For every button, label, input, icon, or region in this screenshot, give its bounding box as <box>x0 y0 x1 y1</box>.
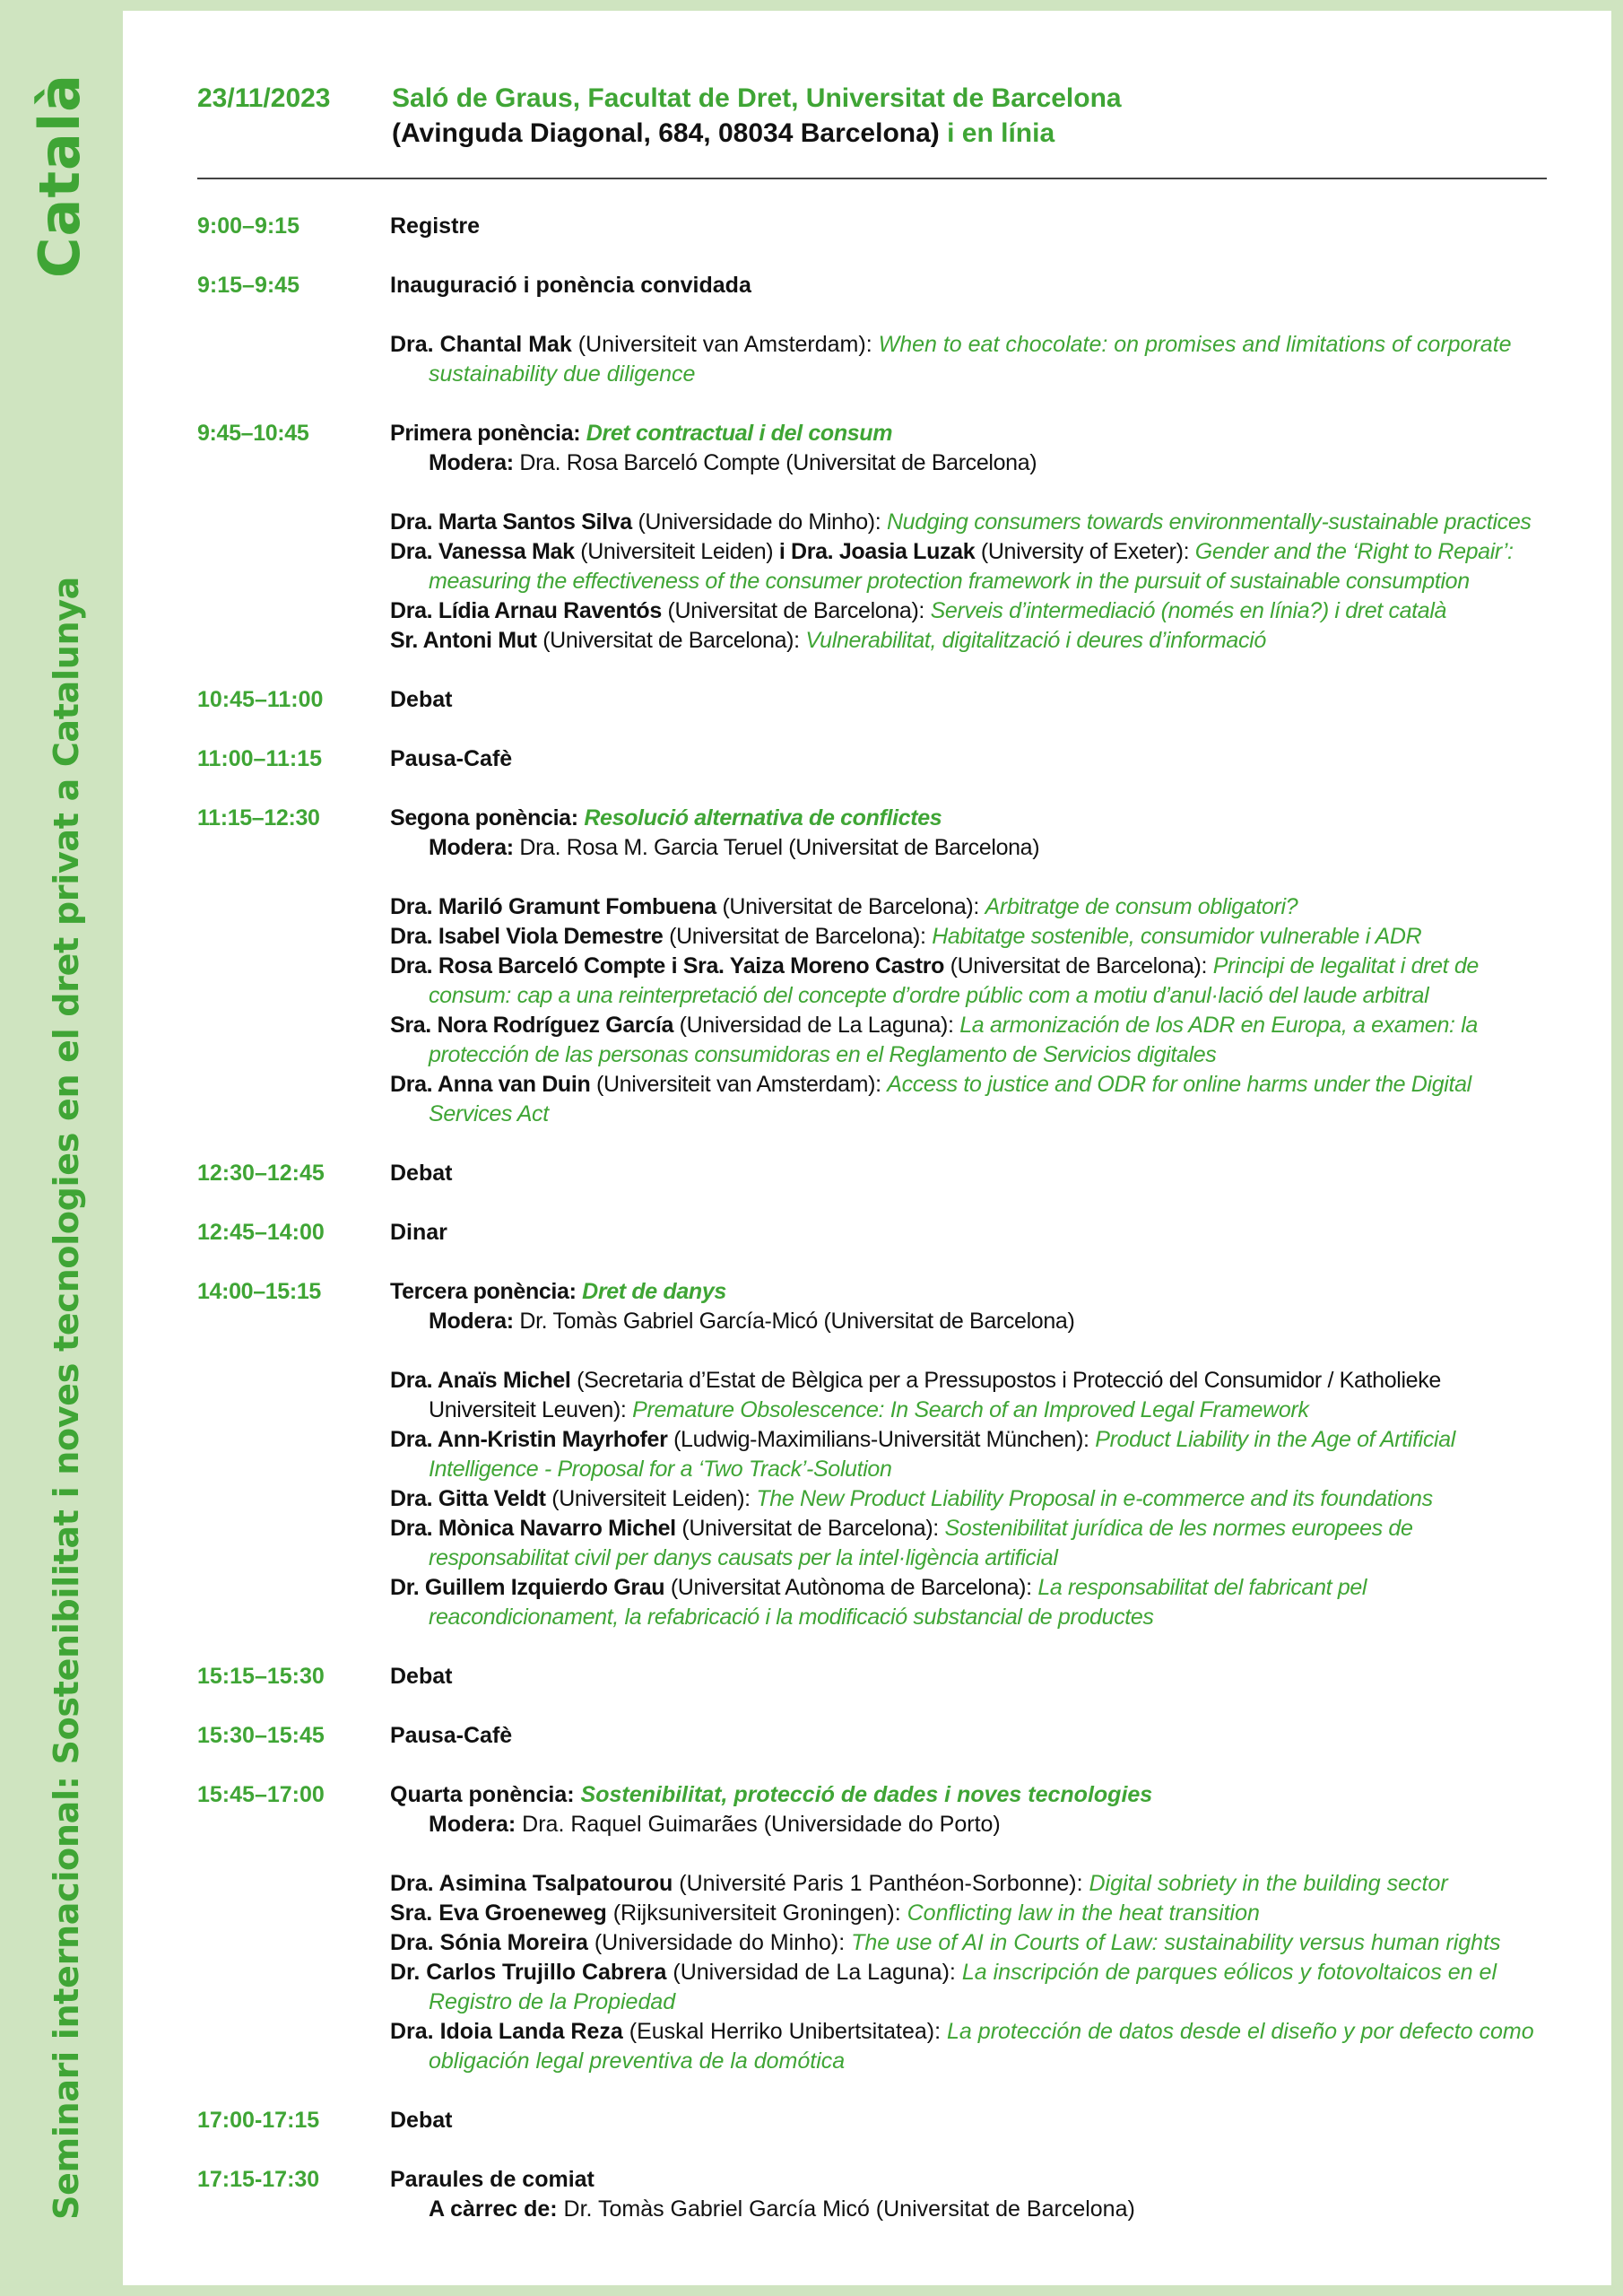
speaker-name: Dra. Idoia Landa Reza <box>390 2019 623 2044</box>
speaker-list <box>390 330 1547 389</box>
schedule-row <box>197 2165 1547 2224</box>
speaker-item <box>390 537 1547 596</box>
session-heading <box>390 271 1547 300</box>
session-time: 15:15–15:30 <box>197 1664 325 1689</box>
schedule-row <box>197 271 1547 389</box>
session-title: Dinar <box>390 1220 447 1245</box>
session-title: Debat <box>390 2108 453 2133</box>
speaker-name: Dr. Carlos Trujillo Cabrera <box>390 1960 667 1985</box>
session-content <box>390 271 1547 389</box>
speaker-name: Dra. Isabel Viola Demestre <box>390 924 664 949</box>
talk-title: Serveis d’intermediació (només en línia?) i dret català <box>930 598 1447 623</box>
speaker-name: Dra. Mariló Gramunt Fombuena <box>390 894 716 919</box>
speaker-affiliation: (Universiteit Leiden): <box>545 1486 757 1511</box>
session-moderator <box>390 1307 1547 1336</box>
session-heading <box>390 804 1547 833</box>
talk-title: Access to justice and ODR for online harms under the Digital Services Act <box>429 1072 1471 1126</box>
schedule-row <box>197 2106 1547 2135</box>
language-title: Català <box>27 74 92 278</box>
speaker-affiliation: (Ludwig-Maximilians-Universität München): <box>667 1427 1096 1452</box>
session-time: 12:45–14:00 <box>197 1220 325 1245</box>
moderator-name: Dr. Tomàs Gabriel García-Micó (Universitat de Barcelona) <box>513 1309 1075 1334</box>
moderator-name: Dra. Raquel Guimarães (Universidade do Porto) <box>516 1812 1001 1837</box>
speaker-name: Dr. Guillem Izquierdo Grau <box>390 1575 665 1600</box>
event-date: 23/11/2023 <box>197 83 331 113</box>
session-content <box>390 212 1547 241</box>
speaker-item <box>390 922 1547 952</box>
speaker-affiliation: (Rijksuniversiteit Groningen): <box>606 1900 907 1926</box>
session-moderator <box>390 1810 1547 1839</box>
program-panel <box>123 11 1611 2285</box>
talk-title: Habitatge sostenible, consumidor vulnerable i ADR <box>932 924 1422 949</box>
session-content <box>390 1159 1547 1188</box>
speaker-name: Dra. Anna van Duin <box>390 1072 591 1097</box>
session-title: Debat <box>390 1161 453 1186</box>
talk-title: Premature Obsolescence: In Search of an Improved Legal Framework <box>632 1397 1309 1422</box>
speaker-name: Dra. Sónia Moreira <box>390 1930 588 1955</box>
event-venue <box>392 81 1549 151</box>
moderator-name: Dr. Tomàs Gabriel García Micó (Universitat de Barcelona) <box>557 2196 1135 2222</box>
schedule-row <box>197 1218 1547 1248</box>
session-content <box>390 804 1547 1129</box>
session-time: 14:00–15:15 <box>197 1279 321 1304</box>
session-content <box>390 1721 1547 1751</box>
session-title: Pausa-Cafè <box>390 746 513 771</box>
speaker-affiliation: (Université Paris 1 Panthéon-Sorbonne): <box>673 1871 1089 1896</box>
speaker-item <box>390 1484 1547 1514</box>
session-heading <box>390 2106 1547 2135</box>
speaker-affiliation: (Universitat de Barcelona): <box>716 894 985 919</box>
speaker-list <box>390 1869 1547 2076</box>
session-time: 10:45–11:00 <box>197 687 324 712</box>
talk-title: Nudging consumers towards environmentally-sustainable practices <box>886 509 1532 535</box>
schedule-row <box>197 744 1547 774</box>
talk-title: Product Liability in the Age of Artificial Intelligence - Proposal for a ‘Two Track’-Solution <box>429 1427 1455 1482</box>
speaker-affiliation: (Universitat de Barcelona): <box>661 598 931 623</box>
session-topic: Dret contractual i del consum <box>586 421 893 446</box>
session-title: Primera ponència: <box>390 421 586 446</box>
speaker-affiliation: (Universidade do Minho): <box>587 1930 852 1955</box>
venue-address: (Avinguda Diagonal, 684, 08034 Barcelona) <box>392 118 940 148</box>
speaker-name: Sra. Nora Rodríguez García <box>390 1013 673 1038</box>
talk-title: The use of AI in Courts of Law: sustainability versus human rights <box>851 1930 1501 1955</box>
talk-title: Vulnerabilitat, digitalització i deures d’informació <box>805 628 1266 653</box>
session-moderator <box>390 2195 1547 2224</box>
speaker-item <box>390 952 1547 1011</box>
speaker-name: Dra. Asimina Tsalpatourou <box>390 1871 673 1896</box>
session-time: 9:00–9:15 <box>197 213 299 239</box>
session-title: Tercera ponència: <box>390 1279 583 1304</box>
speaker-item <box>390 1514 1547 1573</box>
session-time: 15:45–17:00 <box>197 1782 325 1807</box>
session-topic: Resolució alternativa de conflictes <box>584 805 942 831</box>
session-time: 17:15-17:30 <box>197 2167 320 2192</box>
speaker-item <box>390 508 1547 537</box>
sidebar-seminar-title <box>47 576 100 2224</box>
speaker-item <box>390 1573 1547 1632</box>
moderator-label: Modera: <box>429 835 514 860</box>
session-title: Registre <box>390 213 481 239</box>
schedule-row <box>197 1662 1547 1692</box>
moderator-name: Dra. Rosa Barceló Compte (Universitat de Barcelona) <box>513 450 1037 475</box>
venue-line-2 <box>392 116 1549 151</box>
speaker-affiliation-2: (University of Exeter): <box>975 539 1195 564</box>
schedule-row <box>197 1277 1547 1632</box>
session-time: 11:00–11:15 <box>197 746 323 771</box>
session-content <box>390 1277 1547 1632</box>
program-schedule <box>197 212 1547 2254</box>
speaker-affiliation: (Universitat de Barcelona): <box>675 1516 945 1541</box>
session-topic: Dret de danys <box>582 1279 726 1304</box>
schedule-row <box>197 1159 1547 1188</box>
session-heading <box>390 419 1547 448</box>
talk-title: Arbitratge de consum obligatori? <box>985 894 1298 919</box>
session-topic: Sostenibilitat, protecció de dades i noves tecnologies <box>580 1782 1153 1807</box>
session-heading <box>390 744 1547 774</box>
talk-title: Principi de legalitat i dret de consum: cap a una reinterpretació del concepte d’ordre públic com a motiu d’anul·lació del laude arbitral <box>429 953 1479 1008</box>
session-title: Debat <box>390 687 453 712</box>
speaker-item <box>390 1425 1547 1484</box>
session-title: Quarta ponència: <box>390 1782 581 1807</box>
session-content <box>390 1218 1547 1248</box>
speaker-item <box>390 1958 1547 2017</box>
session-content <box>390 1780 1547 2076</box>
speaker-name: Dra. Marta Santos Silva <box>390 509 632 535</box>
speaker-list <box>390 508 1547 656</box>
speaker-item <box>390 1011 1547 1070</box>
speaker-affiliation: (Universitat de Barcelona): <box>944 953 1213 978</box>
session-moderator <box>390 833 1547 863</box>
moderator-label: Modera: <box>429 1309 514 1334</box>
talk-title: Conflicting law in the heat transition <box>907 1900 1260 1926</box>
session-title: Segona ponència: <box>390 805 585 831</box>
speaker-affiliation: (Universidad de La Laguna): <box>673 1013 960 1038</box>
session-heading <box>390 212 1547 241</box>
session-heading <box>390 1662 1547 1692</box>
speaker-item <box>390 1928 1547 1958</box>
speaker-affiliation: (Universiteit van Amsterdam): <box>571 332 879 357</box>
speaker-name: Dra. Lídia Arnau Raventós <box>390 598 662 623</box>
speaker-name: Dra. Mònica Navarro Michel <box>390 1516 676 1541</box>
speaker-item <box>390 2017 1547 2076</box>
speaker-item <box>390 596 1547 626</box>
session-heading <box>390 1159 1547 1188</box>
speaker-affiliation: (Euskal Herriko Unibertsitatea): <box>622 2019 948 2044</box>
talk-title: La protección de datos desde el diseño y por defecto como obligación legal preventiva de la domótica <box>429 2019 1534 2074</box>
session-title: Paraules de comiat <box>390 2167 595 2192</box>
venue-line-1: Saló de Graus, Facultat de Dret, Universitat de Barcelona <box>392 83 1122 113</box>
speaker-item <box>390 1366 1547 1425</box>
session-heading <box>390 2165 1547 2195</box>
session-content <box>390 419 1547 656</box>
speaker-affiliation: (Universiteit Leiden) <box>574 539 779 564</box>
session-time: 12:30–12:45 <box>197 1161 325 1186</box>
moderator-name: Dra. Rosa M. Garcia Teruel (Universitat de Barcelona) <box>513 835 1040 860</box>
speaker-affiliation: (Universitat Autònoma de Barcelona): <box>664 1575 1038 1600</box>
session-content <box>390 1662 1547 1692</box>
speaker-list <box>390 1366 1547 1632</box>
speaker-item <box>390 1869 1547 1899</box>
speaker-name: Dra. Chantal Mak <box>390 332 572 357</box>
speaker-affiliation: (Universitat de Barcelona): <box>663 924 933 949</box>
talk-title: Sostenibilitat jurídica de les normes europees de responsabilitat civil per danys causats per la intel·ligència artificial <box>429 1516 1413 1570</box>
session-content <box>390 2165 1547 2224</box>
header-divider <box>197 178 1547 179</box>
session-heading <box>390 1780 1547 1810</box>
speaker-name: Dra. Rosa Barceló Compte i Sra. Yaiza Moreno Castro <box>390 953 945 978</box>
session-heading <box>390 1721 1547 1751</box>
speaker-name: Dra. Gitta Veldt <box>390 1486 546 1511</box>
schedule-row <box>197 212 1547 241</box>
speaker-affiliation: (Universitat de Barcelona): <box>536 628 806 653</box>
session-title: Inauguració i ponència convidada <box>390 273 751 298</box>
speaker-item <box>390 626 1547 656</box>
schedule-row <box>197 1780 1547 2076</box>
seminar-title: Seminari internacional: Sostenibilitat i noves tecnologies en el dret privat a Catalunya <box>47 576 86 2220</box>
speaker-name-2: i Dra. Joasia Luzak <box>778 539 976 564</box>
session-heading <box>390 685 1547 715</box>
session-content <box>390 685 1547 715</box>
talk-title: Digital sobriety in the building sector <box>1089 1871 1448 1896</box>
speaker-name: Dra. Anaïs Michel <box>390 1368 571 1393</box>
venue-online: i en línia <box>947 118 1055 148</box>
session-content <box>390 744 1547 774</box>
session-heading <box>390 1218 1547 1248</box>
session-title: Pausa-Cafè <box>390 1723 513 1748</box>
speaker-item <box>390 1899 1547 1928</box>
moderator-label: A càrrec de: <box>429 2196 558 2222</box>
talk-title: La armonización de los ADR en Europa, a examen: la protección de las personas consumidoras en el Reglamento de Servicios digitales <box>429 1013 1478 1067</box>
schedule-row <box>197 419 1547 656</box>
speaker-name: Dra. Vanessa Mak <box>390 539 575 564</box>
schedule-row <box>197 804 1547 1129</box>
session-time: 15:30–15:45 <box>197 1723 325 1748</box>
schedule-row <box>197 1721 1547 1751</box>
talk-title: When to eat chocolate: on promises and limitations of corporate sustainability due diligence <box>429 332 1512 387</box>
sidebar-language-label <box>27 72 108 278</box>
speaker-affiliation: (Universidade do Minho): <box>631 509 887 535</box>
talk-title: La inscripción de parques eólicos y fotovoltaicos en el Registro de la Propiedad <box>429 1960 1497 2014</box>
speaker-item <box>390 892 1547 922</box>
session-time: 11:15–12:30 <box>197 805 320 831</box>
speaker-name: Sra. Eva Groeneweg <box>390 1900 607 1926</box>
session-time: 17:00-17:15 <box>197 2108 320 2133</box>
moderator-label: Modera: <box>429 1812 516 1837</box>
session-time: 9:45–10:45 <box>197 421 309 446</box>
session-heading <box>390 1277 1547 1307</box>
speaker-affiliation: (Secretaria d’Estat de Bèlgica per a Pressupostos i Protecció del Consumidor / Katholieke Universiteit Leuven): <box>429 1368 1441 1422</box>
speaker-item <box>390 1070 1547 1129</box>
moderator-label: Modera: <box>429 450 514 475</box>
session-moderator <box>390 448 1547 478</box>
speaker-list <box>390 892 1547 1129</box>
speaker-item <box>390 330 1547 389</box>
session-title: Debat <box>390 1664 453 1689</box>
talk-title: Gender and the ‘Right to Repair’: measuring the effectiveness of the consumer protection framework in the pursuit of sustainable consumption <box>429 539 1514 594</box>
speaker-affiliation: (Universiteit van Amsterdam): <box>590 1072 888 1097</box>
speaker-name: Dra. Ann-Kristin Mayrhofer <box>390 1427 668 1452</box>
session-time: 9:15–9:45 <box>197 273 299 298</box>
speaker-name: Sr. Antoni Mut <box>390 628 537 653</box>
session-content <box>390 2106 1547 2135</box>
speaker-affiliation: (Universidad de La Laguna): <box>666 1960 962 1985</box>
talk-title: La responsabilitat del fabricant pel reacondicionament, la refabricació i la modificació substancial de productes <box>429 1575 1367 1630</box>
talk-title: The New Product Liability Proposal in e-commerce and its foundations <box>756 1486 1433 1511</box>
schedule-row <box>197 685 1547 715</box>
